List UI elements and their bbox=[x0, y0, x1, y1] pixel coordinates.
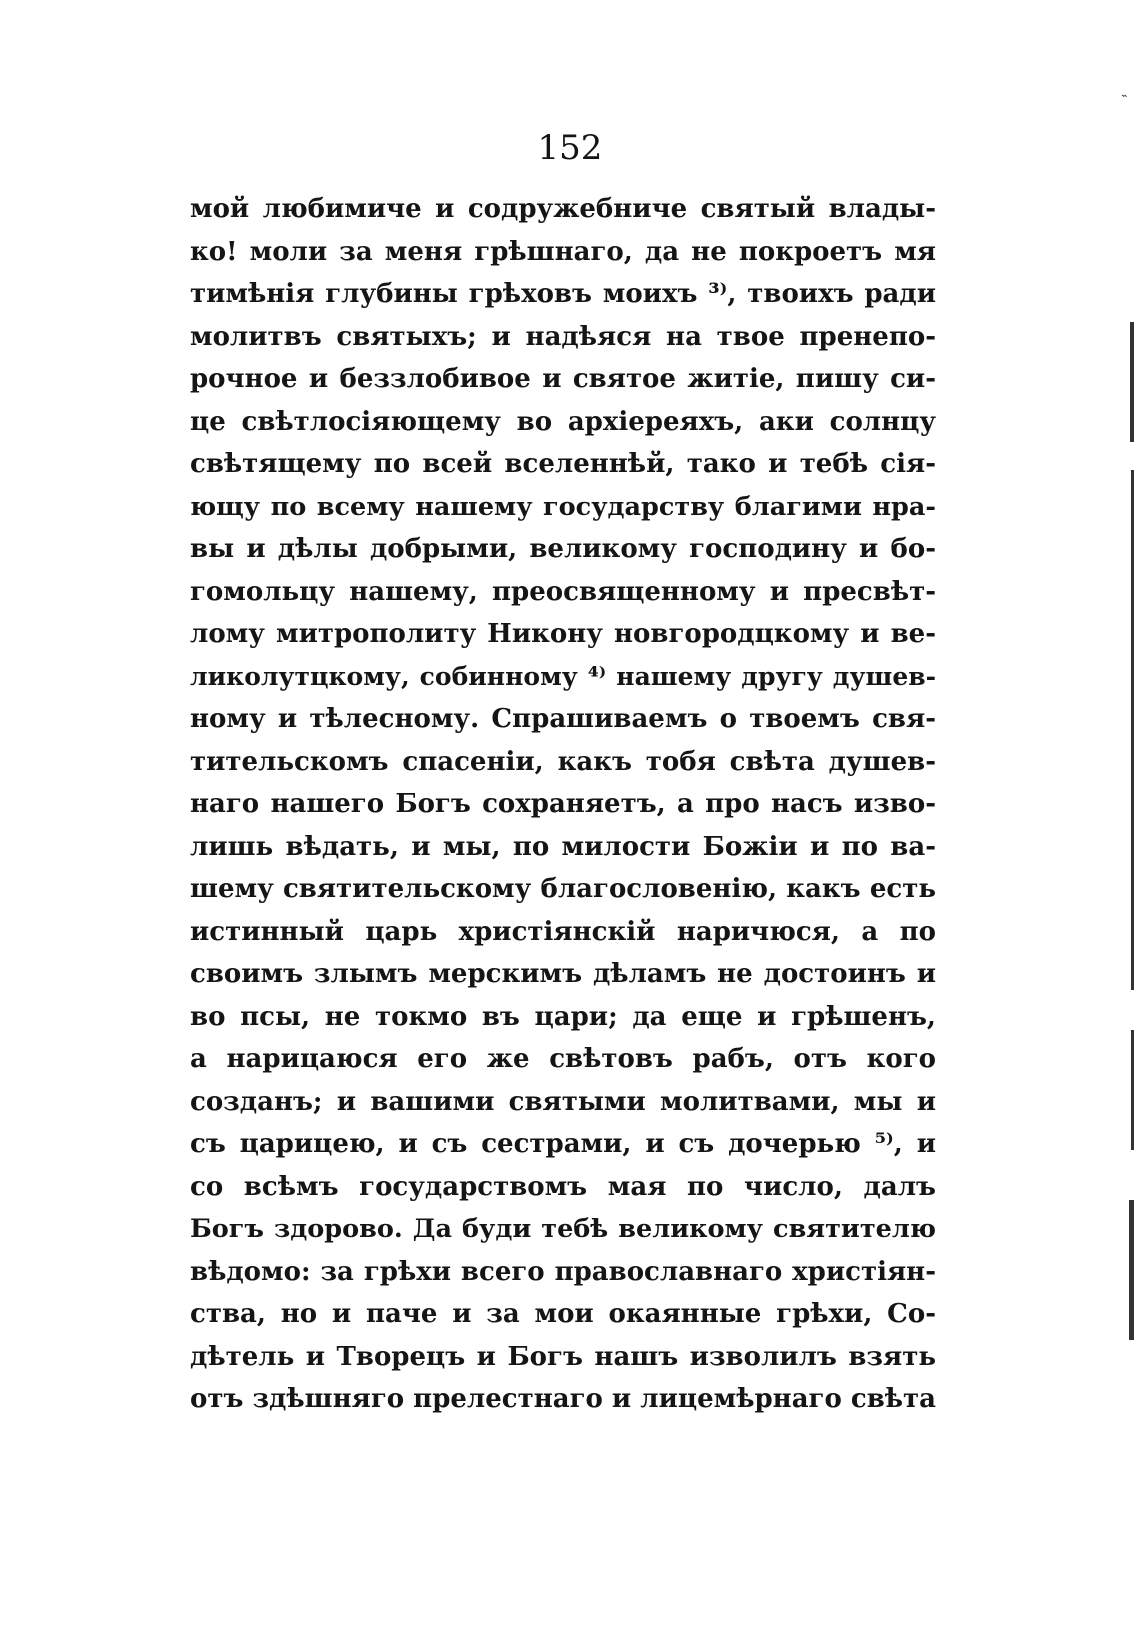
text-line: а нарицаюся его же свѣтовъ рабъ, отъ кого bbox=[190, 1044, 936, 1074]
text-line: вѣдомо: за грѣхи всего православнаго христіян- bbox=[190, 1256, 936, 1287]
scan-edge-mark bbox=[1129, 1200, 1134, 1340]
text-line: це свѣтлосіяющему во архіереяхъ, аки солнцу bbox=[190, 406, 936, 437]
text-line: шему святительскому благословенію, какъ есть bbox=[190, 874, 936, 904]
text-line: наго нашего Богъ сохраняетъ, а про насъ изво- bbox=[190, 789, 936, 819]
text-line: ющу по всему нашему государству благими нра- bbox=[190, 491, 936, 522]
text-line: тительскомъ спасеніи, какъ тобя свѣта душев- bbox=[190, 746, 936, 777]
text-line: свѣтящему по всей вселеннѣй, тако и тебѣ сія- bbox=[190, 449, 936, 479]
text-line: гомольцу нашему, преосвященному и пресвѣт- bbox=[190, 576, 936, 607]
text-line: отъ здѣшняго прелестнаго и лицемѣрнаго свѣта bbox=[190, 1384, 937, 1414]
text-line: созданъ; и вашими святыми молитвами, мы и bbox=[190, 1086, 936, 1117]
page-number: 152 bbox=[537, 128, 603, 168]
text-line: ко! моли за меня грѣшнаго, да не покроетъ мя bbox=[190, 236, 936, 267]
text-line: мой любимиче и содружебниче святый влады- bbox=[190, 194, 936, 224]
scan-edge-mark bbox=[1131, 1030, 1134, 1150]
text-line: Богъ здорово. Да буди тебѣ великому святителю bbox=[190, 1214, 936, 1244]
text-line: тимѣнія глубины грѣховъ моихъ ³⁾, твоихъ ради bbox=[190, 279, 936, 309]
text-line: лишь вѣдать, и мы, по милости Божіи и по ва- bbox=[190, 831, 936, 862]
text-line: вы и дѣлы добрыми, великому господину и бо- bbox=[190, 534, 936, 564]
text-line: ства, но и паче и за мои окаянные грѣхи, Со- bbox=[190, 1299, 936, 1329]
text-line: во псы, не токмо въ цари; да еще и грѣшенъ, bbox=[190, 1001, 936, 1032]
text-line: со всѣмъ государствомъ мая по число, далъ bbox=[190, 1171, 936, 1202]
text-line: съ царицею, и съ сестрами, и съ дочерью ⁵⁾, и bbox=[190, 1129, 936, 1159]
text-line: ликолутцкому, собинному ⁴⁾ нашему другу душев- bbox=[190, 661, 936, 691]
scan-edge-mark bbox=[1131, 470, 1134, 990]
text-line: рочное и беззлобивое и святое житіе, пишу си- bbox=[190, 364, 936, 394]
text-line: своимъ злымъ мерскимъ дѣламъ не достоинъ и bbox=[190, 959, 936, 989]
text-line: молитвъ святыхъ; и надѣяся на твое пренепо- bbox=[190, 321, 936, 352]
body-text bbox=[190, 188, 936, 1421]
scan-edge-mark bbox=[1130, 322, 1134, 442]
text-line: ному и тѣлесному. Спрашиваемъ о твоемъ свя- bbox=[190, 704, 936, 734]
text-line: лому митрополиту Никону новгородцкому и ве- bbox=[190, 619, 936, 649]
text-line: дѣтель и Творецъ и Богъ нашъ изволилъ взять bbox=[190, 1341, 936, 1372]
text-line: истинный царь христіянскій наричюся, а по bbox=[190, 916, 936, 947]
scan-speck-icon: ˵ bbox=[1122, 87, 1127, 103]
